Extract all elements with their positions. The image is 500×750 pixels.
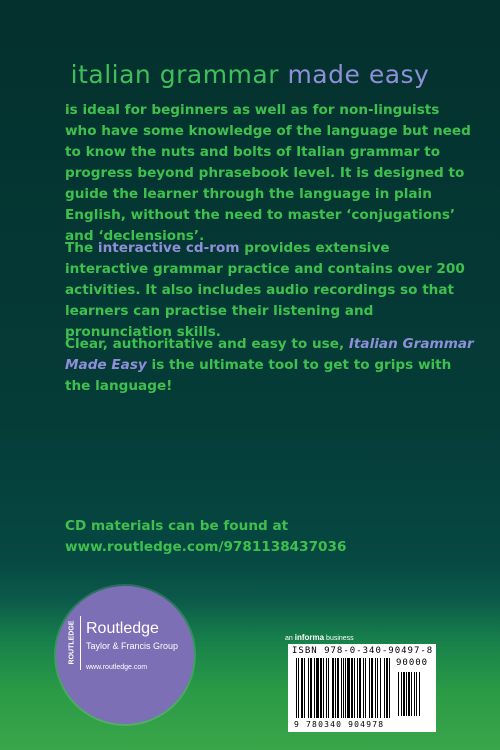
closing-title-italic: Italian Grammar Made Easy [65, 336, 474, 373]
logo-divider [80, 616, 81, 670]
barcode-bar [406, 672, 407, 716]
barcode-bar [403, 672, 405, 716]
barcode-bar [347, 658, 350, 718]
barcode-bar [335, 658, 336, 718]
routledge-mark-text: ROUTLEDGE [68, 620, 76, 664]
barcode-bar [386, 658, 388, 718]
title-part2: made easy [287, 60, 430, 89]
barcode-bar [416, 672, 417, 716]
barcode-bar [414, 672, 415, 716]
barcode-bar [310, 658, 312, 718]
barcode-bar [371, 658, 373, 718]
barcode-bar [337, 658, 339, 718]
barcode-bar [308, 658, 309, 718]
barcode-bar [323, 658, 324, 718]
barcode-bar [357, 658, 358, 718]
barcode-bar [328, 658, 329, 718]
barcode-bar [341, 658, 342, 718]
barcode-bar [389, 658, 390, 718]
barcode-bar [298, 658, 299, 718]
barcode-bar [351, 658, 353, 718]
barcode-bar [401, 672, 402, 716]
barcode-bar [377, 658, 378, 718]
barcode-bar [363, 658, 364, 718]
barcode-bar [296, 658, 297, 718]
barcode-bar [408, 672, 410, 716]
barcode-addon-bars [398, 672, 428, 716]
cd-materials-note [65, 516, 346, 558]
barcode-bar [380, 658, 381, 718]
intro-paragraph: is ideal for beginners as well as for non-linguists who have some knowledge of the language but need to know the nuts and bolts of Italian grammar to progress beyond phrasebook level. It is designed to guide the learner through the language in plain English, without the need to master ‘conjugations’ and ‘declensions’. [65, 102, 471, 244]
cdrom-paragraph [65, 238, 475, 343]
barcode-bar [354, 658, 355, 718]
barcode-digits: 9 780340 904978 [294, 720, 385, 729]
barcode-bar [320, 658, 322, 718]
barcode-bar [304, 658, 305, 718]
closing-paragraph [65, 334, 475, 397]
barcode-bar [316, 658, 319, 718]
barcode-bar [375, 658, 376, 718]
cdrom-highlight: interactive cd-rom [97, 240, 240, 256]
barcode-bar [343, 658, 344, 718]
barcode-bars [296, 658, 394, 718]
imprint-suffix: business [326, 635, 354, 642]
barcode-bar [419, 672, 420, 716]
book-title [0, 60, 500, 89]
publisher-url: www.routledge.com [86, 664, 148, 671]
informa-imprint [285, 633, 354, 642]
title-part1: italian grammar [70, 60, 279, 89]
publisher-name: Routledge [86, 620, 159, 637]
barcode-bar [384, 658, 385, 718]
barcode-bar [365, 658, 366, 718]
barcode-bar [345, 658, 346, 718]
cd-materials-line1: CD materials can be found at [65, 518, 289, 534]
barcode-bar [332, 658, 334, 718]
barcode-bar [398, 672, 399, 716]
barcode-addon: 90000 [396, 658, 429, 668]
isbn-text: ISBN 978-0-340-90497-8 [292, 646, 434, 656]
barcode-bar [411, 672, 412, 716]
barcode-bar [359, 658, 361, 718]
closing-lead: Clear, authoritative and easy to use, [65, 336, 345, 352]
cdrom-text: provides extensive interactive grammar practice and contains over 200 activities. It also includes audio recordings so that learners can practise their listening and pronunciation skills. [65, 240, 465, 340]
isbn-barcode [288, 644, 436, 732]
barcode-bar [326, 658, 327, 718]
routledge-mark [66, 614, 78, 670]
barcode-bar [369, 658, 370, 718]
cdrom-lead: The [65, 240, 94, 256]
imprint-prefix: an [285, 635, 293, 642]
publisher-badge [56, 586, 194, 724]
imprint-brand: informa [294, 633, 325, 642]
publisher-group: Taylor & Francis Group [86, 641, 179, 651]
barcode-bar [301, 658, 303, 718]
barcode-bar [314, 658, 315, 718]
closing-text: is the ultimate tool to get to grips with the language! [65, 357, 452, 394]
cd-materials-url: www.routledge.com/9781138437036 [65, 539, 347, 555]
